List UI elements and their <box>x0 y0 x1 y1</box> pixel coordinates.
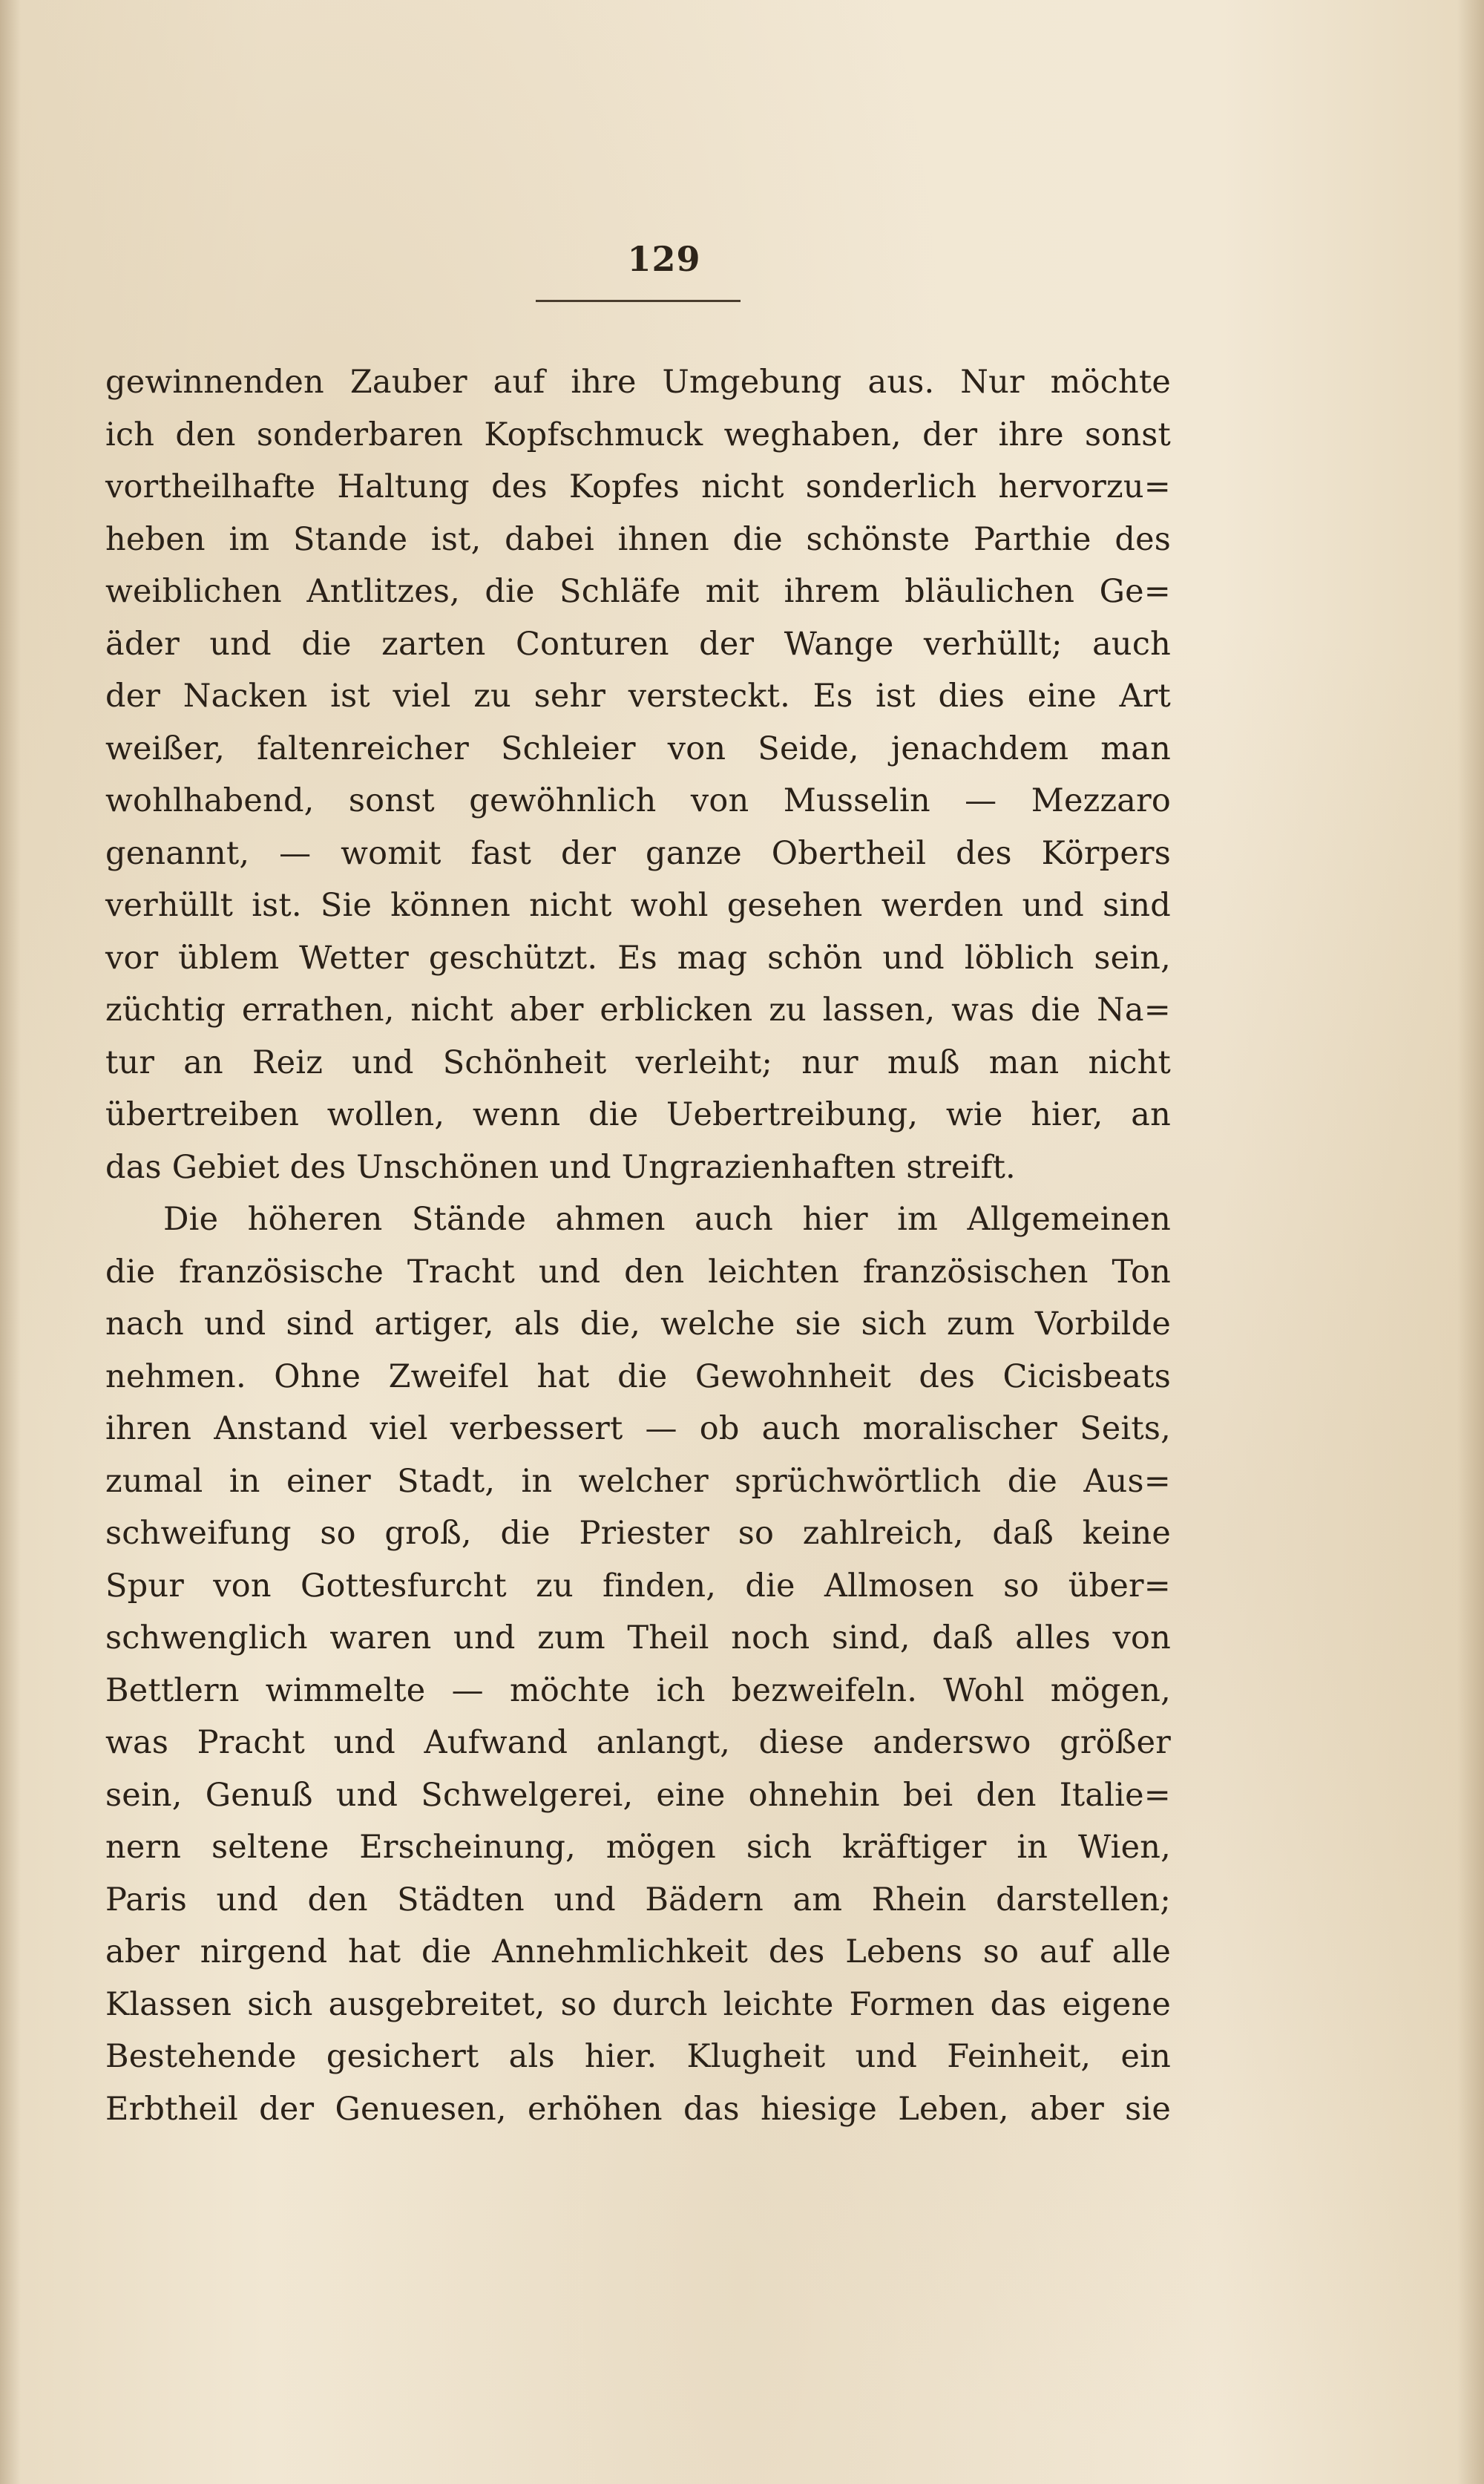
text-line: genannt, — womit fast der ganze Obertheil des Körpers <box>105 834 1171 872</box>
page-edge-right <box>1457 0 1484 2484</box>
page-edge-left <box>0 0 21 2484</box>
text-line-paragraph-start: Die höheren Stände ahmen auch hier im Allgemeinen <box>163 1201 1171 1238</box>
text-line: gewinnenden Zauber auf ihre Umgebung aus. Nur möchte <box>105 364 1171 401</box>
header-rule <box>536 300 741 302</box>
text-line: nern seltene Erscheinung, mögen sich kräftiger in Wien, <box>105 1829 1171 1866</box>
text-line: das Gebiet des Unschönen und Ungrazienhaften streift. <box>105 1148 1016 1186</box>
text-line: zumal in einer Stadt, in welcher sprüchwörtlich die Aus= <box>105 1462 1171 1500</box>
page-number: 129 <box>627 239 701 279</box>
text-line: Bestehende gesichert als hier. Klugheit und Feinheit, ein <box>105 2038 1171 2075</box>
text-line: nach und sind artiger, als die, welche sie sich zum Vorbilde <box>105 1305 1171 1343</box>
text-line: äder und die zarten Conturen der Wange verhüllt; auch <box>105 625 1171 663</box>
text-line: nehmen. Ohne Zweifel hat die Gewohnheit des Cicisbeats <box>105 1357 1171 1395</box>
text-line: Erbtheil der Genuesen, erhöhen das hiesige Leben, aber sie <box>105 2090 1171 2128</box>
text-line: sein, Genuß und Schwelgerei, eine ohnehin bei den Italie= <box>105 1776 1171 1814</box>
text-line: Klassen sich ausgebreitet, so durch leichte Formen das eigene <box>105 1985 1171 2023</box>
text-line: übertreiben wollen, wenn die Uebertreibung, wie hier, an <box>105 1096 1171 1133</box>
text-line: Bettlern wimmelte — möchte ich bezweifeln. Wohl mögen, <box>105 1671 1171 1709</box>
text-line: weißer, faltenreicher Schleier von Seide, jenachdem man <box>105 730 1171 767</box>
text-line: schwenglich waren und zum Theil noch sind, daß alles von <box>105 1619 1171 1656</box>
body-text <box>105 356 1171 2135</box>
text-line: der Nacken ist viel zu sehr versteckt. Es ist dies eine Art <box>105 678 1171 715</box>
text-line: schweifung so groß, die Priester so zahlreich, daß keine <box>105 1515 1171 1552</box>
text-line: heben im Stande ist, dabei ihnen die schönste Parthie des <box>105 520 1171 558</box>
text-line: tur an Reiz und Schönheit verleiht; nur muß man nicht <box>105 1043 1171 1081</box>
text-line: ich den sonderbaren Kopfschmuck weghaben, der ihre sonst <box>105 416 1171 453</box>
text-line: vor üblem Wetter geschützt. Es mag schön und löblich sein, <box>105 939 1171 977</box>
text-line: Spur von Gottesfurcht zu finden, die Allmosen so über= <box>105 1567 1171 1605</box>
text-line: was Pracht und Aufwand anlangt, diese anderswo größer <box>105 1724 1171 1761</box>
text-line: ihren Anstand viel verbessert — ob auch moralischer Seits, <box>105 1410 1171 1447</box>
text-line: aber nirgend hat die Annehmlichkeit des Lebens so auf alle <box>105 1933 1171 1970</box>
text-line: Paris und den Städten und Bädern am Rhein darstellen; <box>105 1881 1171 1918</box>
text-line: wohlhabend, sonst gewöhnlich von Musselin — Mezzaro <box>105 782 1171 819</box>
text-line: weiblichen Antlitzes, die Schläfe mit ihrem bläulichen Ge= <box>105 573 1171 610</box>
text-line: verhüllt ist. Sie können nicht wohl gesehen werden und sind <box>105 887 1171 924</box>
text-line: die französische Tracht und den leichten französischen Ton <box>105 1253 1171 1291</box>
text-line: züchtig errathen, nicht aber erblicken zu lassen, was die Na= <box>105 992 1171 1029</box>
text-line: vortheilhafte Haltung des Kopfes nicht sonderlich hervorzu= <box>105 468 1171 505</box>
